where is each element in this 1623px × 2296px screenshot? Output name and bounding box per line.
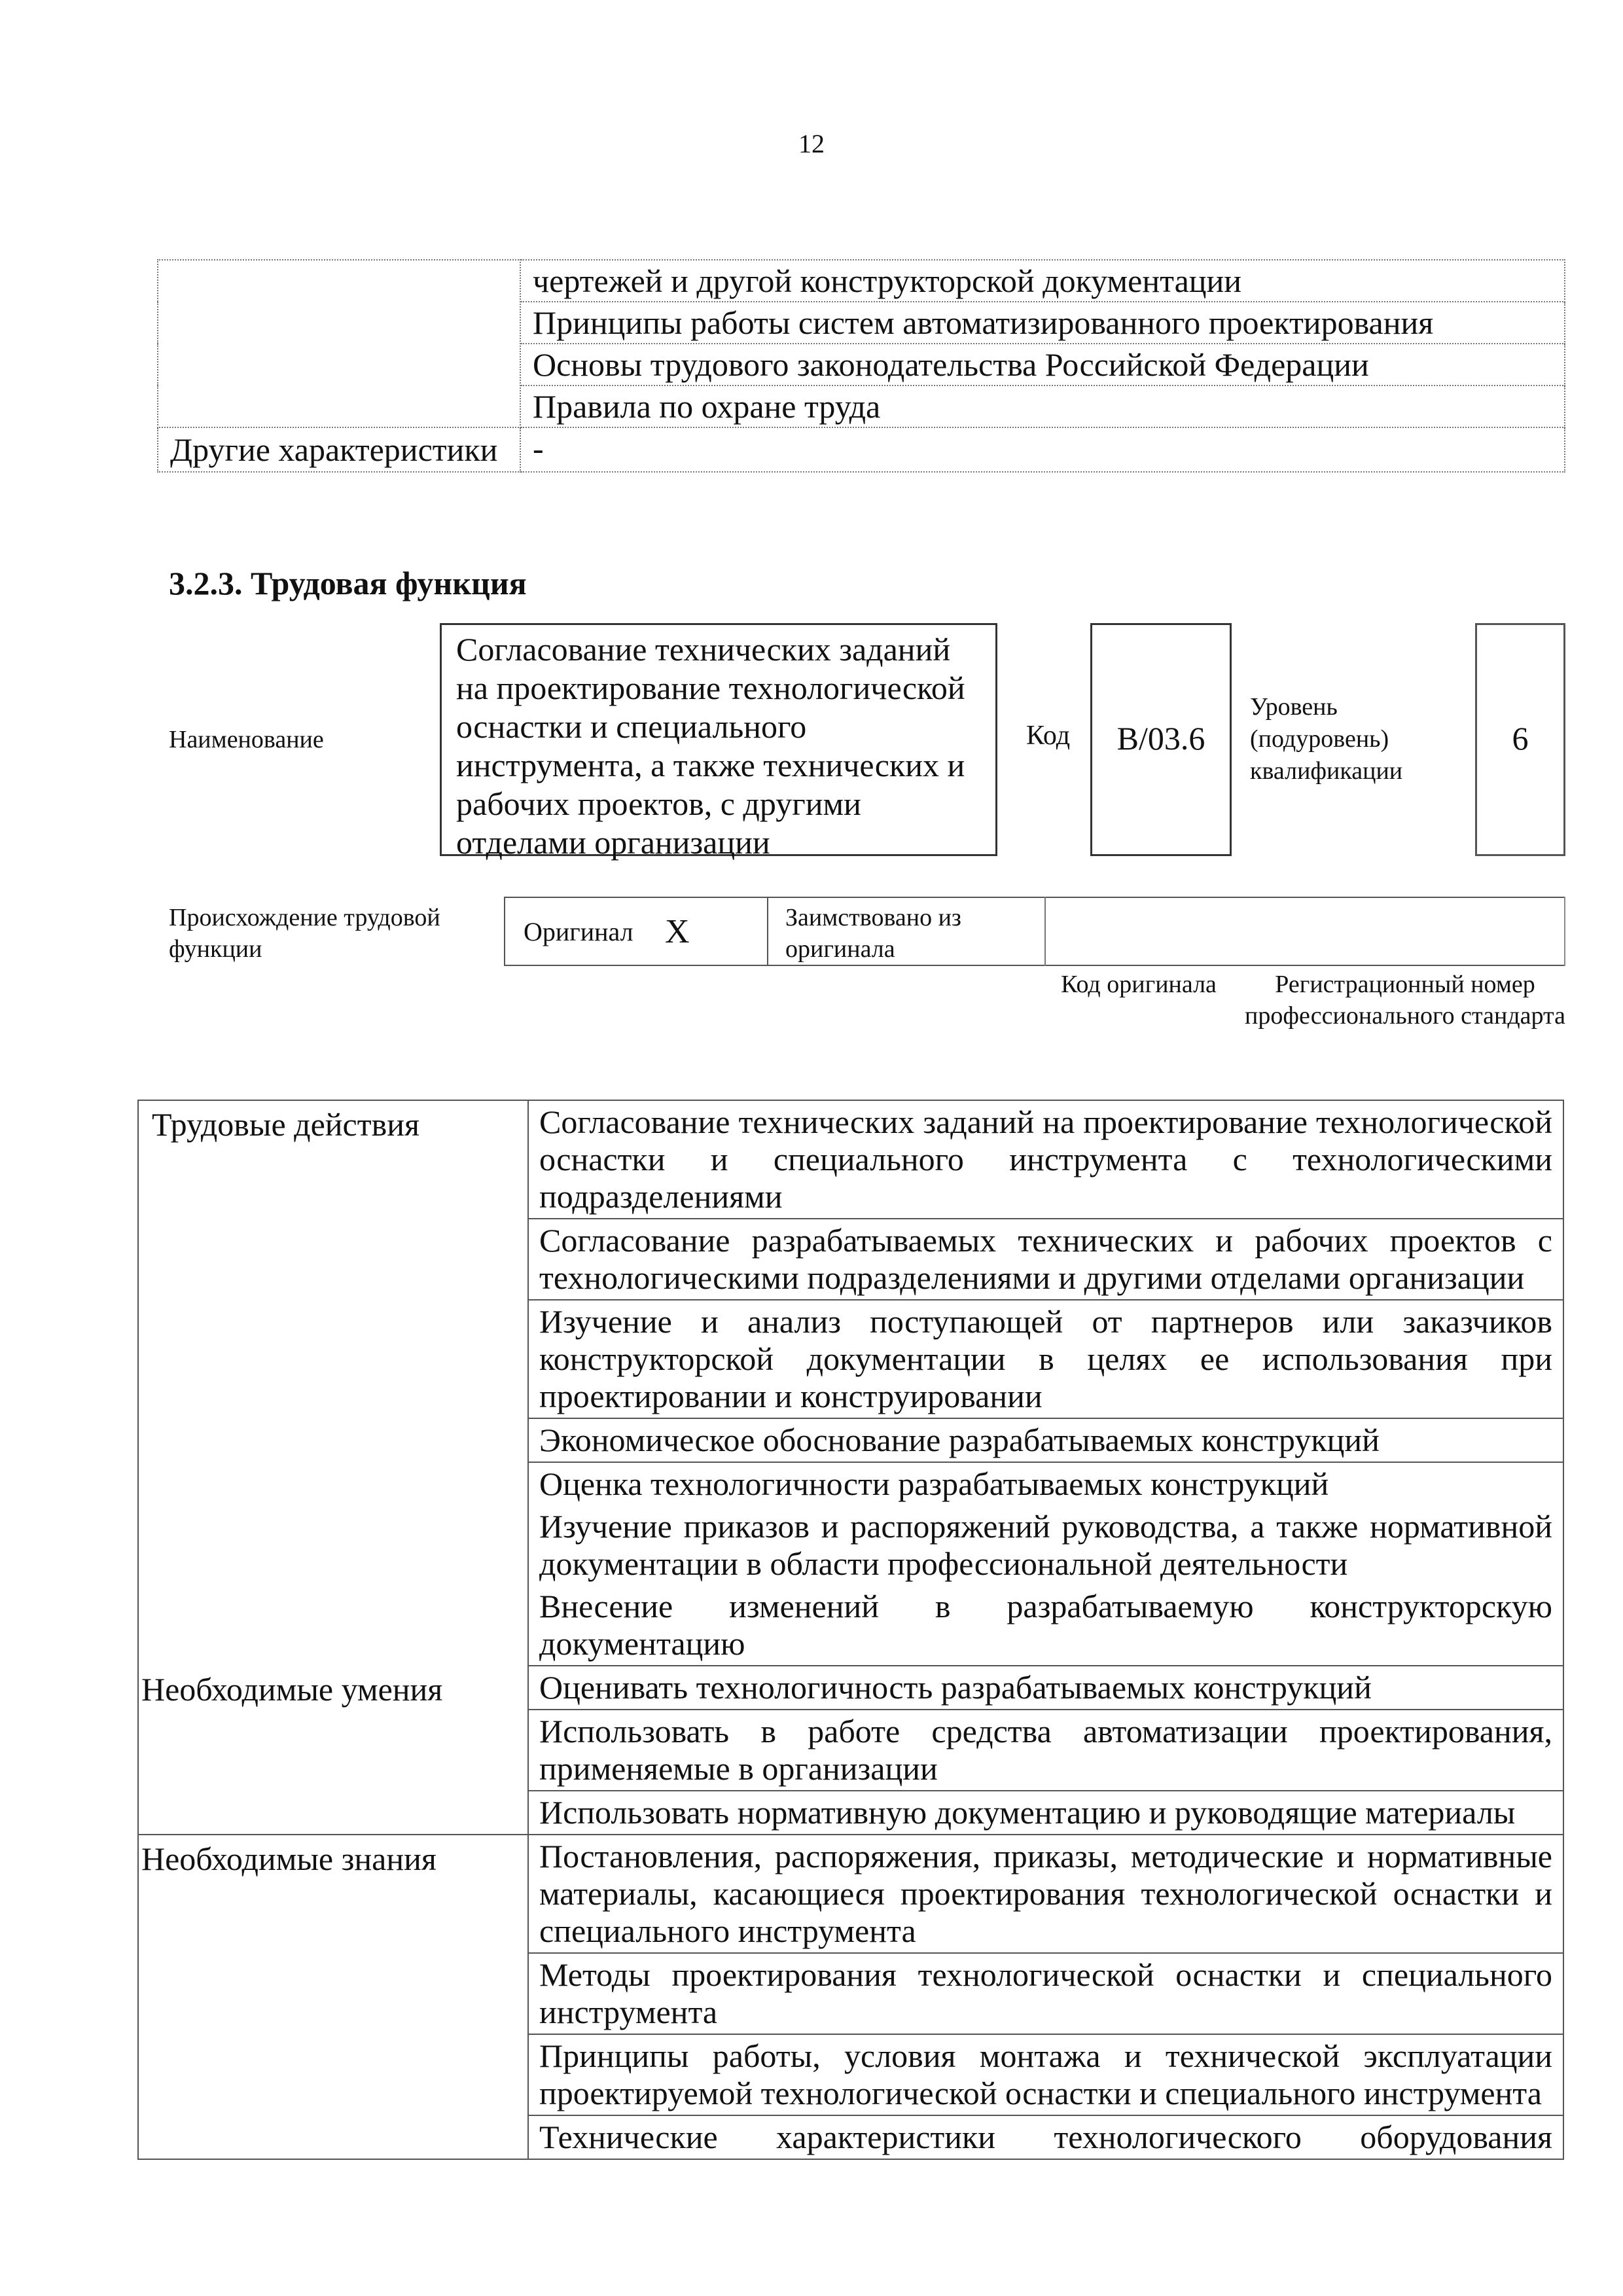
knowledge-item: Правила по охране труда xyxy=(520,386,1565,427)
labour-action-item: Оценка технологичности разрабатываемых конструкций xyxy=(528,1462,1563,1505)
page-number: 12 xyxy=(798,129,825,158)
labour-action-item: Изучение и анализ поступающей от партнеров или заказчиков конструкторской документации в целях ее использования при проектировании и конструировании xyxy=(528,1300,1563,1418)
labour-action-item: Согласование технических заданий на проектирование технологической оснастки и специального инструмента с технологическими подразделениями xyxy=(528,1100,1563,1219)
origin-divider xyxy=(767,897,768,966)
origin-original-label: Оригинал xyxy=(524,917,633,946)
skills-label: Необходимые умения xyxy=(138,1666,528,1835)
origin-borrowed-label: Заимствовано из оригинала xyxy=(785,904,961,963)
code-value: В/03.6 xyxy=(1090,623,1232,856)
section-title: 3.2.3. Трудовая функция xyxy=(169,565,527,601)
empty-label-cell xyxy=(158,260,520,427)
skill-item: Оценивать технологичность разрабатываемых конструкций xyxy=(528,1666,1563,1710)
knowledge-item: Принципы работы, условия монтажа и технической эксплуатации проектируемой технологической оснастки и специального инструмента xyxy=(528,2034,1563,2115)
code-label: Код xyxy=(1026,721,1071,751)
level-label: Уровень (подуровень) квалификации xyxy=(1250,693,1403,785)
code-original-label: Код оригинала xyxy=(1061,971,1217,998)
labour-actions-label: Трудовые действия xyxy=(138,1100,528,1505)
knowledge-item: Методы проектирования технологической оснастки и специального инструмента xyxy=(528,1953,1563,2034)
origin-box xyxy=(504,897,1565,966)
function-details-table xyxy=(137,1100,1564,2160)
registration-number-label: Регистрационный номер профессионального стандарта xyxy=(1245,971,1565,1030)
labour-action-item: Изучение приказов и распоряжений руководства, а также нормативной документации в области профессиональной деятельности xyxy=(528,1505,1563,1585)
origin-divider xyxy=(1044,897,1046,966)
labour-action-item: Согласование разрабатываемых технических и рабочих проектов с технологическими подразделениями и другими отделами организации xyxy=(528,1219,1563,1300)
origin-checkmark: X xyxy=(665,913,690,950)
labour-action-item: Экономическое обоснование разрабатываемых конструкций xyxy=(528,1418,1563,1462)
labour-action-item: Внесение изменений в разрабатываемую конструкторскую документацию xyxy=(528,1585,1563,1666)
knowledge-item: Принципы работы систем автоматизированного проектирования xyxy=(520,302,1565,344)
origin-divider xyxy=(1564,897,1565,966)
knowledge-item: Основы трудового законодательства Российской Федерации xyxy=(520,344,1565,386)
knowledge-item: Технические характеристики технологического оборудования xyxy=(528,2115,1563,2159)
level-value: 6 xyxy=(1475,623,1565,856)
origin-label: Происхождение трудовой функции xyxy=(169,904,440,963)
knowledge-item: чертежей и другой конструкторской документации xyxy=(520,260,1565,302)
function-name-box: Согласование технических заданий на проектирование технологической оснастки и специального инструмента, а также технических и рабочих проектов, с другими отделами организации xyxy=(440,623,997,856)
skill-item: Использовать в работе средства автоматизации проектирования, применяемые в организации xyxy=(528,1710,1563,1791)
knowledge-item: Постановления, распоряжения, приказы, методические и нормативные материалы, касающиеся проектирования технологической оснастки и специального инструмента xyxy=(528,1835,1563,1953)
empty-label-cell xyxy=(138,1505,528,1585)
continuation-table xyxy=(157,259,1565,473)
name-label: Наименование xyxy=(169,726,324,753)
other-characteristics-label: Другие характеристики xyxy=(158,427,520,472)
empty-label-cell xyxy=(138,1585,528,1666)
knowledge-label: Необходимые знания xyxy=(138,1835,528,2159)
skill-item: Использовать нормативную документацию и руководящие материалы xyxy=(528,1791,1563,1835)
other-characteristics-value: - xyxy=(520,427,1565,472)
